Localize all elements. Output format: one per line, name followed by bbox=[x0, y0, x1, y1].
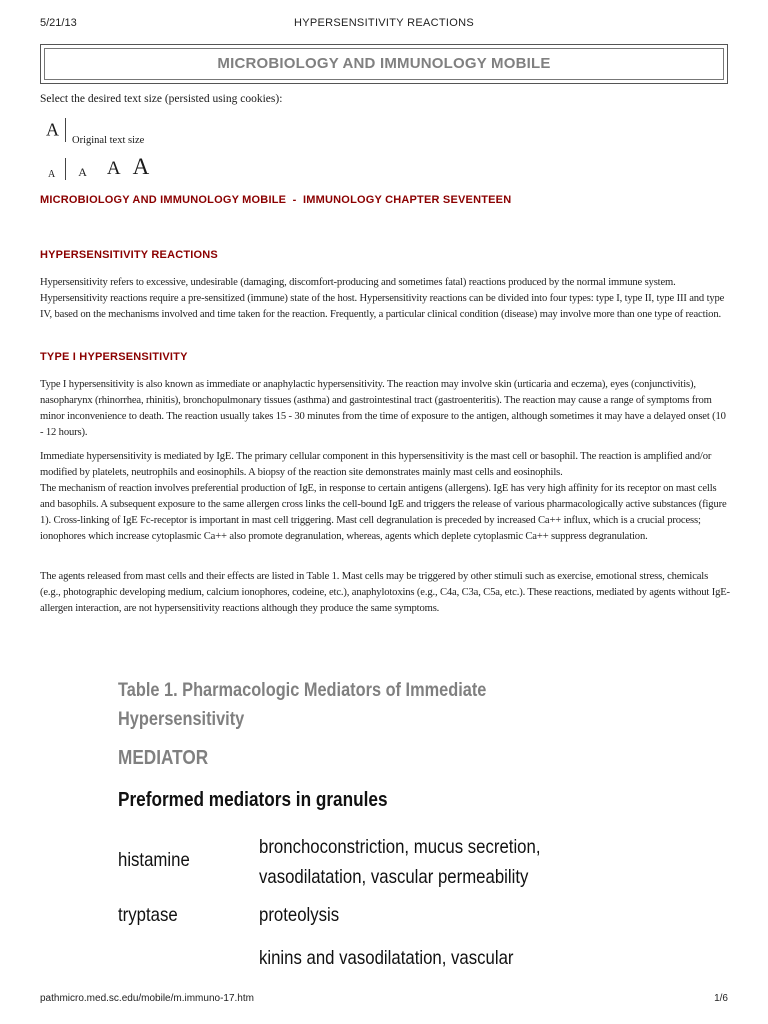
table-section-heading: Preformed mediators in granules bbox=[118, 789, 388, 811]
type1-paragraph-3: The agents released from mast cells and their effects are listed in Table 1. Mast cells may be triggered by other stimuli such as exercise, emotional stress, chemicals (e.g., photographic developing medium, calcium ionophores, codeine, etc.), anaphylotoxins (e.g., C4a, C3a, C5a, etc.). These reactions, mediated by agents without IgE-allergen interaction, are not hypersensitivity reactions although they produce the same symptoms. bbox=[40, 571, 730, 614]
type1-heading: TYPE I HYPERSENSITIVITY bbox=[40, 351, 188, 363]
table-title-line2: Hypersensitivity bbox=[118, 709, 245, 730]
text-size-options bbox=[48, 154, 149, 182]
chapter-heading: MICROBIOLOGY AND IMMUNOLOGY MOBILE - IMMUNOLOGY CHAPTER SEVENTEEN bbox=[40, 194, 512, 206]
type1-paragraph-1: Type I hypersensitivity is also known as immediate or anaphylactic hypersensitivity. The reaction may involve skin (urticaria and eczema), eyes (conjunctivitis), nasopharynx (rhinorrhea, rhinitis), bronchopulmonary tissues (asthma) and gastrointestinal tract (gastroenteritis). The reaction may cause a range of symptoms from minor inconvenience to death. The reaction usually takes 15 - 30 minutes from the time of exposure to the antigen, although sometimes it may have a delayed onset (10 - 12 hours). bbox=[40, 379, 726, 438]
table-cell-effect-line: bronchoconstriction, mucus secretion, bbox=[259, 836, 541, 858]
original-size-glyph[interactable]: A bbox=[46, 119, 59, 140]
table-title bbox=[118, 676, 634, 734]
page-number: 1/6 bbox=[714, 993, 728, 1004]
section-heading: HYPERSENSITIVITY REACTIONS bbox=[40, 249, 218, 261]
text-size-small[interactable]: A bbox=[78, 165, 87, 179]
table-cell-mediator: tryptase bbox=[118, 904, 178, 926]
type1-paragraph-2a: Immediate hypersensitivity is mediated by IgE. The primary cellular component in this hypersensitivity is the mast cell or basophil. The reaction is amplified and/or modified by platelets, neutrophils and eosinophils. A biopsy of the reaction site demonstrates mainly mast cells and eosinophils. bbox=[40, 451, 712, 478]
intro-paragraph: Hypersensitivity refers to excessive, undesirable (damaging, discomfort-producing and sometimes fatal) reactions produced by the normal immune system. Hypersensitivity reactions require a pre-sensitized (immune) state of the host. Hypersensitivity reactions can be divided into four types: type I, type II, type III and type IV, based on the mechanisms involved and time taken for the reaction. Frequently, a particular clinical condition (disease) may involve more than one type of reaction. bbox=[40, 277, 725, 320]
text-size-prompt: Select the desired text size (persisted using cookies): bbox=[40, 93, 283, 105]
site-banner bbox=[40, 44, 728, 84]
table-cell-effect: proteolysis bbox=[259, 904, 340, 926]
table-cell-effect bbox=[259, 832, 541, 892]
divider bbox=[65, 118, 66, 142]
site-banner-title[interactable]: MICROBIOLOGY AND IMMUNOLOGY MOBILE bbox=[44, 48, 724, 80]
type1-paragraph-2b: The mechanism of reaction involves preferential production of IgE, in response to certain antigens (allergens). IgE has very high affinity for its receptor on mast cells and basophils. A subsequent exposure to the same allergen cross links the cell-bound IgE and triggers the release of various pharmacologically active substances (figure 1). Cross-linking of IgE Fc-receptor is important in mast cell triggering. Mast cell degranulation is preceded by increased Ca++ influx, which is a crucial process; ionophores which increase cytoplasmic Ca++ also promote degranulation, whereas, agents which deplete cytoplasmic Ca++ suppress degranulation. bbox=[40, 483, 727, 542]
print-page-title: HYPERSENSITIVITY REACTIONS bbox=[294, 17, 474, 29]
print-header bbox=[0, 17, 768, 33]
table-cell-effect: kinins and vasodilatation, vascular bbox=[259, 947, 514, 969]
text-size-largest[interactable]: A bbox=[132, 154, 150, 179]
page-url: pathmicro.med.sc.edu/mobile/m.immuno-17.htm bbox=[40, 993, 254, 1004]
table-cell-mediator: histamine bbox=[118, 849, 190, 871]
text-size-smallest[interactable]: A bbox=[48, 169, 56, 180]
divider bbox=[65, 158, 66, 180]
text-size-large[interactable]: A bbox=[106, 158, 121, 179]
table-title-line1: Table 1. Pharmacologic Mediators of Immediate bbox=[118, 680, 487, 701]
table-cell-effect-line: vasodilatation, vascular permeability bbox=[259, 866, 529, 888]
original-text-size-row bbox=[46, 118, 144, 144]
original-text-size-link[interactable]: Original text size bbox=[72, 135, 145, 146]
print-date: 5/21/13 bbox=[40, 17, 77, 29]
table-column-header: MEDIATOR bbox=[118, 747, 209, 769]
